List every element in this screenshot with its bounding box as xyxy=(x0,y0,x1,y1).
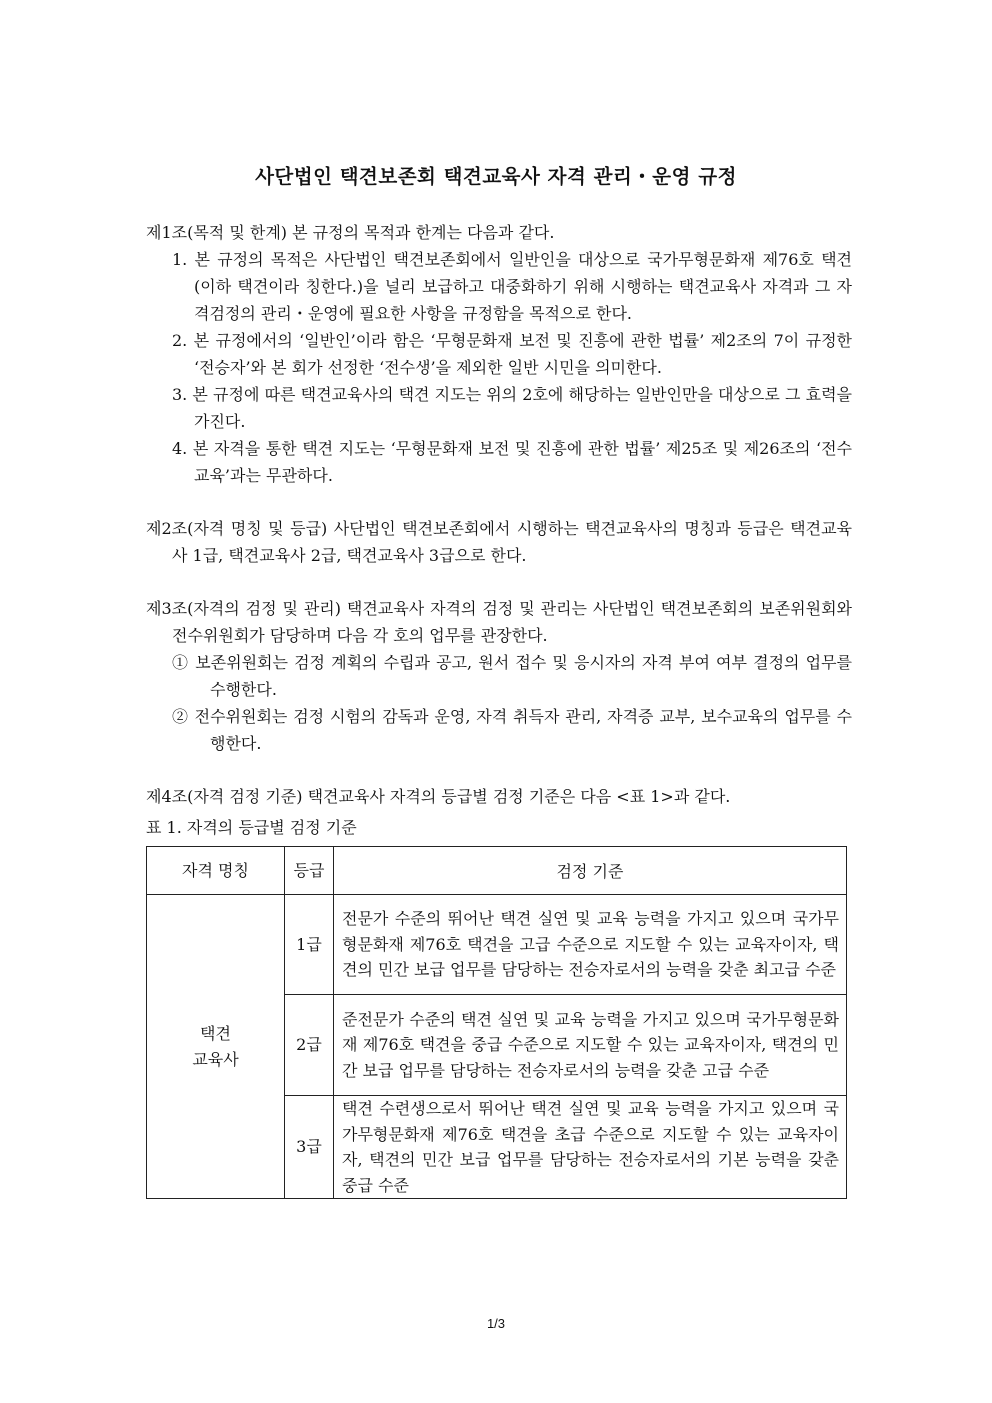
item-text: 2. 본 규정에서의 ‘일반인’이라 함은 ‘무형문화재 보전 및 진흥에 관한 법률’ 제2조의 7이 규정한 ‘전승자’와 본 회가 선정한 ‘전수생’을 제외한 일반 시민을 의미한다. xyxy=(172,331,852,377)
page-number: 1/3 xyxy=(486,1316,506,1331)
article-2 xyxy=(146,515,852,569)
item-text: 1. 본 규정의 목적은 사단법인 택견보존회에서 일반인을 대상으로 국가무형문화재 제76호 택견(이하 택견이라 칭한다.)을 널리 보급하고 대중화하기 위해 시행하는 택견교육사 자격과 그 자격검정의 관리・운영에 필요한 사항을 규정함을 목적으로 한다. xyxy=(172,250,852,323)
header-criteria: 검정 기준 xyxy=(334,847,847,895)
criteria-text: 전문가 수준의 뛰어난 택견 실연 및 교육 능력을 가지고 있으며 국가무형문화재 제76호 택견을 고급 수준으로 지도할 수 있는 교육자이자, 택견의 민간 보급 업무를 담당하는 전승자로서의 능력을 갖춘 최고급 수준 xyxy=(342,909,839,980)
grade-cell: 3급 xyxy=(285,1096,334,1199)
article-item xyxy=(146,649,852,703)
header-qualification: 자격 명칭 xyxy=(147,847,285,895)
qualification-line: 교육사 xyxy=(192,1049,239,1069)
article-item xyxy=(146,381,852,435)
criteria-cell xyxy=(334,895,847,995)
article-item xyxy=(146,327,852,381)
grade-criteria-table xyxy=(146,846,847,1199)
criteria-text: 준전문가 수준의 택견 실연 및 교육 능력을 가지고 있으며 국가무형문화재 제76호 택견을 중급 수준으로 지도할 수 있는 교육자이자, 택견의 민간 보급 업무를 담당하는 전승자로서의 능력을 갖춘 고급 수준 xyxy=(342,1009,839,1080)
article-heading: 제1조(목적 및 한계) 본 규정의 목적과 한계는 다음과 같다. xyxy=(146,223,555,242)
item-text: ① 보존위원회는 검정 계획의 수립과 공고, 원서 접수 및 응시자의 자격 부여 여부 결정의 업무를 수행한다. xyxy=(172,653,852,699)
criteria-cell xyxy=(334,1096,847,1199)
document-title: 사단법인 택견보존회 택견교육사 자격 관리・운영 규정 xyxy=(255,165,737,188)
document-body xyxy=(146,219,852,845)
table-header-row xyxy=(147,847,847,895)
article-3 xyxy=(146,595,852,757)
item-text: 4. 본 자격을 통한 택견 지도는 ‘무형문화재 보전 및 진흥에 관한 법률’ 제25조 및 제26조의 ‘전수교육’과는 무관하다. xyxy=(172,439,852,485)
article-heading: 제3조(자격의 검정 및 관리) 택견교육사 자격의 검정 및 관리는 사단법인 택견보존회의 보존위원회와 전수위원회가 담당하며 다음 각 호의 업무를 관장한다. xyxy=(146,599,852,645)
qualification-cell xyxy=(147,895,285,1199)
item-text: ② 전수위원회는 검정 시험의 감독과 운영, 자격 취득자 관리, 자격증 교부, 보수교육의 업무를 수행한다. xyxy=(172,707,852,753)
table-caption: 표 1. 자격의 등급별 검정 기준 xyxy=(146,818,357,837)
qualification-line: 택견 xyxy=(200,1023,231,1043)
criteria-text: 택견 수련생으로서 뛰어난 택견 실연 및 교육 능력을 가지고 있으며 국가무형문화재 제76호 택견을 초급 수준으로 지도할 수 있는 교육자이자, 택견의 민간 보급 업무를 담당하는 전승자로서의 기본 능력을 갖춘 중급 수준 xyxy=(342,1099,839,1195)
criteria-cell xyxy=(334,995,847,1096)
grade-cell: 2급 xyxy=(285,995,334,1096)
table-row xyxy=(147,895,847,995)
article-item xyxy=(146,703,852,757)
article-1 xyxy=(146,219,852,489)
article-heading: 제4조(자격 검정 기준) 택견교육사 자격의 등급별 검정 기준은 다음 <표 1>과 같다. xyxy=(146,787,731,806)
article-4 xyxy=(146,783,852,845)
article-item xyxy=(146,246,852,327)
article-item xyxy=(146,435,852,489)
item-text: 3. 본 규정에 따른 택견교육사의 택견 지도는 위의 2호에 해당하는 일반인만을 대상으로 그 효력을 가진다. xyxy=(172,385,852,431)
article-heading: 제2조(자격 명칭 및 등급) 사단법인 택견보존회에서 시행하는 택견교육사의 명칭과 등급은 택견교육사 1급, 택견교육사 2급, 택견교육사 3급으로 한다. xyxy=(146,519,852,565)
header-grade: 등급 xyxy=(285,847,334,895)
grade-cell: 1급 xyxy=(285,895,334,995)
